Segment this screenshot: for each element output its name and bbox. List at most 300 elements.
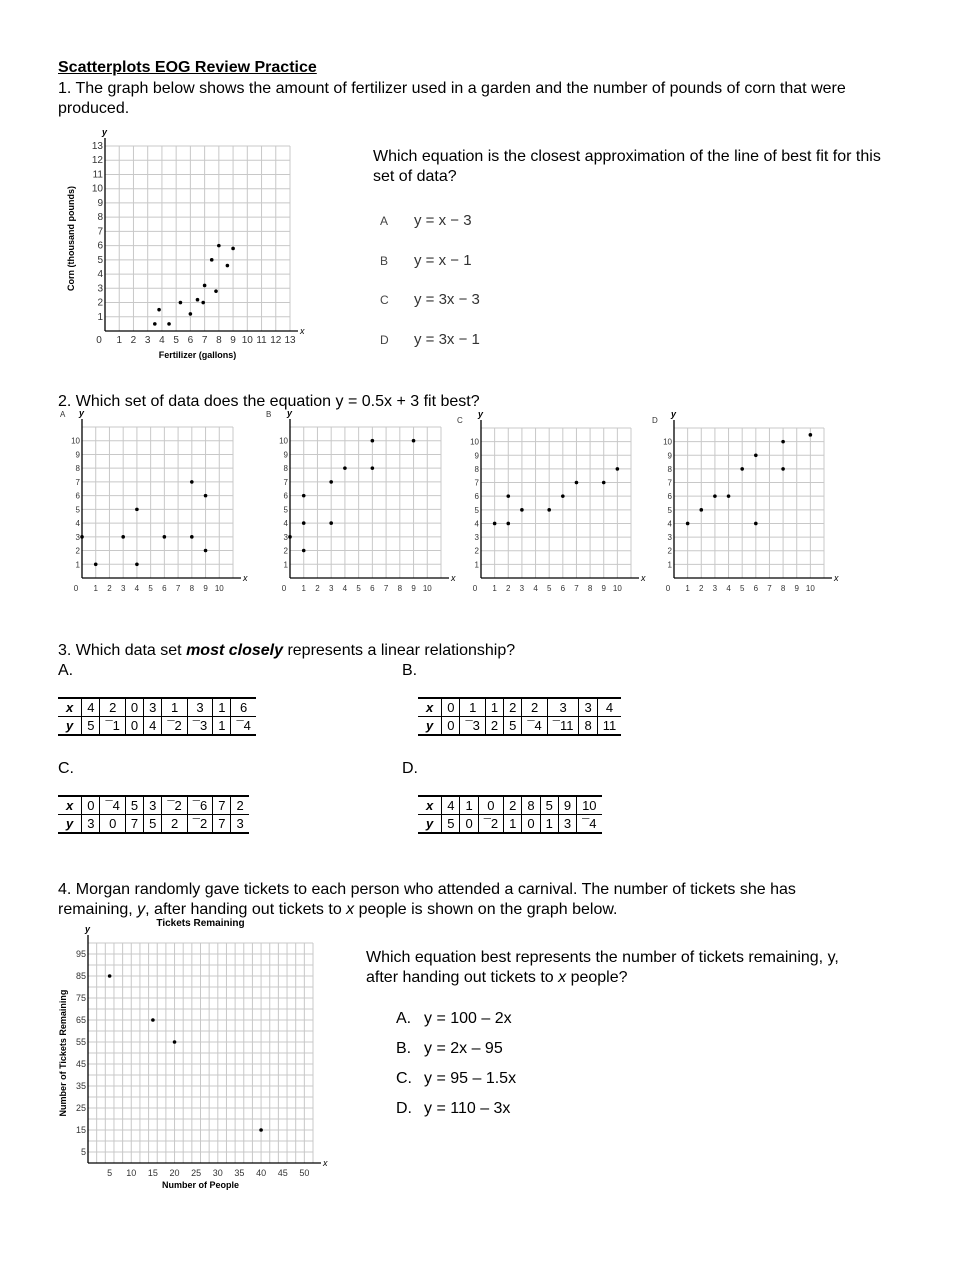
y-tick-label: 6 — [97, 240, 103, 252]
y-tick-label: 2 — [283, 546, 288, 556]
q4-scatterplot — [56, 918, 336, 1193]
y-tick-label: 11 — [92, 169, 103, 181]
y-tick-label: 5 — [474, 505, 479, 515]
x-tick-label: 1 — [685, 584, 690, 593]
y-tick-label: 35 — [75, 1081, 86, 1091]
page-title: Scatterplots EOG Review Practice — [58, 59, 317, 76]
y-tick-label: 4 — [667, 519, 672, 529]
table-cell: 0 — [442, 717, 460, 736]
q3-label-a: A. — [58, 662, 74, 679]
data-point — [575, 481, 579, 485]
x-tick-label: 7 — [175, 584, 181, 593]
y-tick-label: 8 — [667, 464, 672, 474]
x-tick-label: 6 — [162, 584, 167, 593]
table-cell: ¯4 — [231, 717, 256, 736]
y-tick-label: 7 — [75, 477, 80, 487]
x-tick-label: 11 — [256, 335, 267, 346]
x-tick-label: 40 — [256, 1168, 267, 1178]
data-point — [781, 440, 785, 444]
q3-label-c: C. — [58, 760, 74, 777]
data-point — [713, 494, 717, 498]
q3-table-b[interactable] — [418, 697, 621, 736]
table-row — [418, 815, 602, 834]
table-cell: ¯11 — [547, 717, 579, 736]
y-tick-label: 10 — [470, 437, 479, 447]
x-tick-label: 5 — [546, 584, 552, 593]
data-point — [173, 1040, 177, 1044]
q3-table-a[interactable] — [58, 697, 256, 736]
table-cell: 0 — [125, 717, 143, 736]
x-axis-letter: x — [300, 326, 305, 336]
data-point — [547, 508, 551, 512]
table-row — [418, 698, 621, 717]
table-cell: ¯6 — [187, 796, 212, 815]
data-point — [217, 244, 221, 248]
data-point — [190, 480, 194, 484]
y-tick-label: 9 — [75, 450, 80, 460]
y-tick-label: 8 — [474, 464, 479, 474]
graph-label: C — [457, 416, 463, 425]
data-point — [151, 1018, 155, 1022]
data-point — [781, 467, 785, 471]
table-cell: 5 — [125, 796, 143, 815]
x-tick-label: 2 — [107, 584, 112, 593]
row-header: y — [426, 816, 434, 831]
x-tick-label: 9 — [203, 584, 208, 593]
x-tick-label: 5 — [739, 584, 745, 593]
data-point — [809, 433, 813, 437]
x-tick-label: 6 — [370, 584, 375, 593]
q2-text: 2. Which set of data does the equation y = 0.5x + 3 fit best? — [58, 393, 480, 410]
data-point — [203, 284, 207, 288]
data-point — [94, 562, 98, 566]
row-header: y — [426, 718, 434, 733]
x-tick-label: 4 — [342, 584, 348, 593]
y-tick-label: 9 — [97, 197, 103, 209]
x-tick-label: 20 — [169, 1168, 180, 1178]
x-tick-label: 8 — [216, 335, 222, 346]
table-cell: 8 — [579, 717, 597, 736]
data-point — [163, 535, 167, 539]
table-cell: 2 — [504, 796, 522, 815]
table-cell: 5 — [442, 815, 460, 834]
x-tick-label: 8 — [780, 584, 786, 593]
data-point — [329, 521, 333, 525]
x-tick-label: 7 — [767, 584, 772, 593]
data-point — [371, 466, 375, 470]
table-cell: ¯2 — [478, 815, 503, 834]
q4-option-c[interactable]: C. y = 95 – 1.5x — [396, 1070, 517, 1087]
x-tick-label: 30 — [212, 1168, 223, 1178]
data-point — [179, 301, 183, 305]
table-cell: 1 — [213, 717, 231, 736]
x-tick-label: 0 — [472, 584, 478, 593]
y-tick-label: 7 — [283, 477, 288, 487]
chart-title: Tickets Remaining — [156, 918, 245, 929]
q1-text: 1. The graph below shows the amount of fertilizer used in a garden and the number of pounds of corn that were produced. — [58, 80, 846, 117]
x-tick-label: 3 — [328, 584, 334, 593]
table-cell: 2 — [504, 698, 522, 717]
x-tick-label: 9 — [794, 584, 799, 593]
x-tick-label: 8 — [587, 584, 593, 593]
table-cell: 7 — [125, 815, 143, 834]
data-point — [302, 549, 306, 553]
y-tick-label: 15 — [75, 1125, 86, 1135]
data-point — [135, 562, 139, 566]
x-tick-label: 4 — [726, 584, 731, 593]
data-point — [167, 322, 171, 326]
y-tick-label: 5 — [97, 254, 103, 266]
y-tick-label: 8 — [97, 212, 103, 224]
y-axis-letter: y — [287, 408, 293, 418]
x-tick-label: 3 — [120, 584, 126, 593]
data-point — [699, 508, 703, 512]
y-tick-label: 1 — [283, 560, 288, 570]
q2-graph-b[interactable] — [262, 408, 456, 600]
q4-text: 4. Morgan randomly gave tickets to each person who attended a carnival. The number of tickets she has remaining, y, after handing out tickets to x people is shown on the graph below. — [58, 881, 796, 918]
table-cell: 3 — [144, 698, 162, 717]
data-point — [754, 453, 758, 457]
data-point — [190, 535, 194, 539]
y-tick-label: 4 — [75, 519, 80, 529]
x-tick-label: 6 — [187, 335, 194, 346]
y-tick-label: 9 — [474, 451, 479, 461]
data-point — [686, 522, 690, 526]
q2-graph-c[interactable] — [455, 409, 646, 600]
table-row — [58, 717, 256, 736]
x-tick-label: 3 — [712, 584, 718, 593]
table-cell: ¯3 — [460, 717, 485, 736]
q1-scatterplot — [60, 124, 320, 364]
x-tick-label: 3 — [144, 335, 151, 346]
data-point — [214, 289, 218, 293]
y-tick-label: 25 — [75, 1103, 86, 1113]
y-tick-label: 2 — [474, 546, 479, 556]
table-cell: 3 — [558, 815, 576, 834]
table-cell: 1 — [460, 698, 485, 717]
table-row — [418, 796, 602, 815]
graph-label: A — [60, 410, 66, 419]
x-tick-label: 2 — [506, 584, 511, 593]
table-cell: 3 — [144, 796, 162, 815]
y-tick-label: 7 — [667, 478, 672, 488]
table-cell: 10 — [577, 796, 602, 815]
table-cell: ¯4 — [100, 796, 125, 815]
y-tick-label: 10 — [71, 436, 80, 446]
graph-label: D — [652, 416, 658, 425]
x-tick-label: 4 — [159, 335, 165, 346]
table-cell: 6 — [231, 698, 256, 717]
x-tick-label: 10 — [241, 335, 253, 346]
graph-label: B — [266, 410, 272, 419]
q4-option-b[interactable]: B. y = 2x – 95 — [396, 1040, 503, 1057]
y-tick-label: 5 — [75, 505, 80, 515]
y-tick-label: 3 — [474, 533, 479, 543]
table-cell: 5 — [540, 796, 558, 815]
data-point — [602, 481, 606, 485]
x-tick-label: 7 — [383, 584, 389, 593]
x-tick-label: 4 — [533, 584, 538, 593]
data-point — [80, 535, 84, 539]
q1-option-c[interactable]: C y = 3x − 3 — [380, 291, 480, 308]
x-tick-label: 0 — [281, 584, 287, 593]
x-tick-label: 8 — [397, 584, 403, 593]
x-axis-letter: x — [834, 573, 839, 583]
q3-table-d[interactable] — [418, 795, 602, 834]
x-tick-label: 0 — [96, 335, 102, 346]
q4-options — [396, 1004, 516, 1124]
x-tick-label: 1 — [116, 335, 123, 346]
y-tick-label: 5 — [80, 1147, 86, 1157]
y-tick-label: 1 — [474, 560, 479, 570]
y-tick-label: 1 — [97, 311, 103, 323]
table-cell: 1 — [162, 698, 187, 717]
table-cell: ¯4 — [577, 815, 602, 834]
data-point — [226, 264, 230, 268]
table-cell: 0 — [125, 698, 143, 717]
x-tick-label: 1 — [93, 584, 98, 593]
x-tick-label: 45 — [277, 1168, 288, 1178]
x-tick-label: 10 — [422, 584, 432, 593]
data-point — [493, 522, 497, 526]
table-cell: 4 — [442, 796, 460, 815]
x-tick-label: 12 — [270, 335, 282, 346]
y-tick-label: 45 — [75, 1059, 86, 1069]
table-cell: 0 — [460, 815, 478, 834]
x-tick-label: 15 — [147, 1168, 158, 1178]
y-tick-label: 6 — [283, 491, 288, 501]
row-header: y — [66, 816, 74, 831]
table-row — [58, 815, 249, 834]
table-cell: 1 — [504, 815, 522, 834]
x-tick-label: 10 — [612, 584, 622, 593]
data-point — [302, 494, 306, 498]
x-tick-label: 35 — [234, 1168, 245, 1178]
y-tick-label: 12 — [91, 155, 103, 167]
data-point — [506, 494, 510, 498]
y-tick-label: 6 — [667, 492, 672, 502]
data-point — [135, 508, 139, 512]
x-tick-label: 2 — [130, 335, 137, 346]
y-tick-label: 85 — [75, 971, 86, 981]
x-axis-letter: x — [323, 1158, 328, 1168]
y-axis-letter: y — [102, 127, 108, 137]
q3-label-d: D. — [402, 760, 418, 777]
table-cell: 7 — [213, 815, 231, 834]
x-tick-label: 10 — [126, 1168, 137, 1178]
x-axis-label: Number of People — [161, 1180, 240, 1190]
y-tick-label: 55 — [75, 1037, 86, 1047]
x-tick-label: 10 — [805, 584, 815, 593]
q1-option-d[interactable]: D y = 3x − 1 — [380, 331, 480, 348]
y-axis-letter: y — [85, 924, 91, 934]
row-header: x — [58, 796, 82, 815]
x-tick-label: 10 — [214, 584, 224, 593]
data-point — [616, 467, 620, 471]
table-cell: 8 — [522, 796, 540, 815]
table-cell: 3 — [547, 698, 579, 717]
data-point — [288, 535, 292, 539]
table-cell: 3 — [231, 815, 249, 834]
y-tick-label: 7 — [97, 226, 103, 238]
table-cell: 2 — [100, 698, 125, 717]
x-tick-label: 4 — [134, 584, 140, 593]
table-row — [58, 796, 249, 815]
y-tick-label: 4 — [283, 519, 288, 529]
data-point — [108, 974, 112, 978]
table-cell: 5 — [82, 717, 100, 736]
x-tick-label: 9 — [411, 584, 416, 593]
y-tick-label: 3 — [667, 533, 672, 543]
row-header: x — [418, 698, 442, 717]
x-tick-label: 6 — [753, 584, 759, 593]
data-point — [157, 308, 161, 312]
table-cell: 7 — [213, 796, 231, 815]
x-tick-label: 9 — [230, 335, 236, 346]
x-tick-label: 5 — [148, 584, 153, 593]
x-tick-label: 6 — [560, 584, 566, 593]
table-cell: ¯2 — [187, 815, 212, 834]
data-point — [412, 439, 416, 443]
y-tick-label: 9 — [667, 451, 672, 461]
table-cell: ¯2 — [162, 717, 187, 736]
row-header: x — [58, 698, 82, 717]
table-cell: 3 — [579, 698, 597, 717]
y-tick-label: 3 — [75, 532, 80, 542]
x-tick-label: 1 — [492, 584, 497, 593]
y-tick-label: 10 — [279, 436, 288, 446]
x-tick-label: 25 — [191, 1168, 202, 1178]
x-tick-label: 1 — [301, 584, 306, 593]
q4-prompt: Which equation best represents the number of tickets remaining, y, after handing out tickets to x people? — [366, 949, 839, 986]
table-cell: 0 — [82, 796, 100, 815]
y-tick-label: 2 — [75, 546, 80, 556]
table-cell: ¯2 — [162, 796, 187, 815]
table-cell: 11 — [597, 717, 621, 736]
y-tick-label: 65 — [75, 1015, 86, 1025]
table-cell: 3 — [187, 698, 212, 717]
x-tick-label: 0 — [73, 584, 79, 593]
table-cell: 2 — [162, 815, 187, 834]
table-cell: ¯3 — [187, 717, 212, 736]
x-tick-label: 7 — [574, 584, 579, 593]
table-cell: 0 — [100, 815, 125, 834]
table-cell: 1 — [460, 796, 478, 815]
q2-graph-a[interactable] — [58, 408, 248, 600]
data-point — [121, 535, 125, 539]
table-cell: 5 — [504, 717, 522, 736]
data-point — [189, 312, 193, 316]
x-tick-label: 2 — [699, 584, 704, 593]
y-axis-letter: y — [79, 408, 85, 418]
x-tick-label: 2 — [315, 584, 320, 593]
q3-table-c[interactable] — [58, 795, 249, 834]
x-tick-label: 7 — [201, 335, 208, 346]
table-cell: 4 — [82, 698, 100, 717]
data-point — [740, 467, 744, 471]
table-cell: 1 — [213, 698, 231, 717]
y-tick-label: 2 — [97, 297, 103, 309]
table-cell: 0 — [442, 698, 460, 717]
table-cell: 5 — [144, 815, 162, 834]
y-tick-label: 10 — [91, 183, 103, 195]
data-point — [153, 322, 157, 326]
table-cell: 2 — [522, 698, 547, 717]
row-header: x — [418, 796, 442, 815]
x-tick-label: 0 — [665, 584, 671, 593]
y-tick-label: 9 — [283, 450, 288, 460]
x-tick-label: 5 — [356, 584, 361, 593]
data-point — [210, 258, 214, 262]
y-tick-label: 1 — [667, 560, 672, 570]
y-tick-label: 4 — [97, 269, 103, 281]
table-cell: 0 — [478, 796, 503, 815]
x-axis-letter: x — [451, 573, 456, 583]
y-tick-label: 4 — [474, 519, 479, 529]
y-tick-label: 2 — [667, 546, 672, 556]
q1-option-b[interactable]: B y = x − 1 — [380, 252, 472, 269]
x-axis-letter: x — [641, 573, 646, 583]
y-axis-label: Corn (thousand pounds) — [66, 186, 76, 291]
q4-option-a[interactable]: A. y = 100 – 2x — [396, 1010, 512, 1027]
table-row — [58, 698, 256, 717]
table-cell: ¯1 — [100, 717, 125, 736]
q1-option-a[interactable]: A y = x − 3 — [380, 212, 472, 229]
data-point — [754, 522, 758, 526]
data-point — [343, 466, 347, 470]
data-point — [204, 549, 208, 553]
y-axis-letter: y — [671, 409, 677, 419]
x-tick-label: 5 — [173, 335, 179, 346]
y-tick-label: 95 — [75, 949, 86, 959]
data-point — [371, 439, 375, 443]
data-point — [259, 1128, 263, 1132]
data-point — [204, 494, 208, 498]
y-tick-label: 8 — [75, 464, 80, 474]
x-tick-label: 5 — [107, 1168, 113, 1178]
y-tick-label: 1 — [75, 560, 80, 570]
q4-option-d[interactable]: D. y = 110 – 3x — [396, 1100, 511, 1117]
y-tick-label: 5 — [283, 505, 288, 515]
y-tick-label: 10 — [663, 437, 672, 447]
x-tick-label: 3 — [519, 584, 525, 593]
table-cell: 2 — [231, 796, 249, 815]
x-tick-label: 9 — [601, 584, 606, 593]
y-tick-label: 75 — [75, 993, 86, 1003]
x-tick-label: 50 — [299, 1168, 310, 1178]
y-tick-label: 3 — [283, 532, 288, 542]
q1-prompt: Which equation is the closest approximation of the line of best fit for this set of data? — [373, 148, 881, 185]
q3-label-b: B. — [402, 662, 418, 679]
q2-graph-d[interactable] — [650, 409, 840, 600]
y-tick-label: 7 — [474, 478, 479, 488]
y-tick-label: 5 — [667, 505, 672, 515]
y-tick-label: 8 — [283, 464, 288, 474]
table-cell: 1 — [485, 698, 503, 717]
data-point — [520, 508, 524, 512]
table-cell: 9 — [558, 796, 576, 815]
table-cell: 4 — [144, 717, 162, 736]
table-cell: 3 — [82, 815, 100, 834]
data-point — [302, 521, 306, 525]
data-point — [561, 494, 565, 498]
table-row — [418, 717, 621, 736]
x-axis-label: Fertilizer (gallons) — [158, 350, 237, 360]
table-cell: 2 — [485, 717, 503, 736]
y-axis-letter: y — [478, 409, 484, 419]
row-header: y — [66, 718, 74, 733]
q3-text: 3. Which data set most closely represents a linear relationship? — [58, 642, 516, 659]
